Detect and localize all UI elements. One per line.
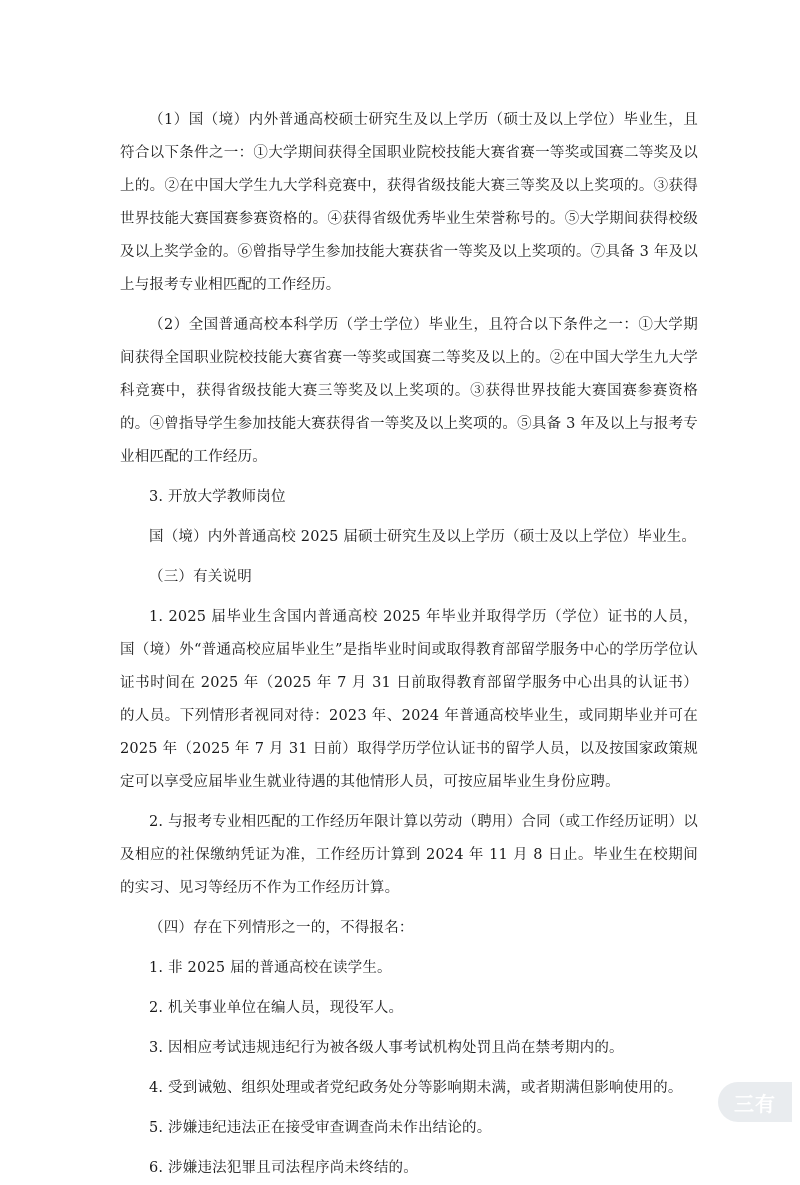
paragraph-exclusion-2: 2. 机关事业单位在编人员，现役军人。 — [149, 1000, 404, 1016]
watermark-text: 三有 — [734, 1091, 776, 1116]
paragraph-note-graduates: 1. 2025 届毕业生含国内普通高校 2025 年毕业并取得学历（学位）证书的人员，国（境）外“普通高校应届毕业生”是指毕业时间或取得教育部留学服务中心的学历学位认证书时间在 2025 年（2025 年 7 月 31 日前取得教育部留学服务中心出具的认证书）的人员。下列情形者视同对待：2023 年、2024 年普通高校毕业生，或同期毕业并可在 2025 年（2025 年 7 月 31 日前）取得学历学位认证书的留学人员，以及按国家政策规定可以享受应届毕业生就业待遇的其他情形人员，可按应届毕业生身份应聘。 — [120, 609, 698, 790]
paragraph-exclusion-5: 5. 涉嫌违纪违法正在接受审查调查尚未作出结论的。 — [149, 1120, 492, 1136]
document-body — [120, 104, 698, 1185]
paragraph-notes-heading: （三）有关说明 — [149, 569, 252, 585]
watermark-badge — [718, 1082, 792, 1122]
paragraph-exclusion-4: 4. 受到诫勉、组织处理或者党纪政务处分等影响期未满，或者期满但影响使用的。 — [149, 1080, 683, 1096]
paragraph-exclusion-3: 3. 因相应考试违规违纪行为被各级人事考试机构处罚且尚在禁考期内的。 — [149, 1040, 624, 1056]
paragraph-exclusion-6: 6. 涉嫌违法犯罪且司法程序尚未终结的。 — [149, 1160, 418, 1176]
paragraph-open-university-heading: 3. 开放大学教师岗位 — [149, 489, 286, 505]
paragraph-exclusion-1: 1. 非 2025 届的普通高校在读学生。 — [149, 960, 392, 976]
paragraph-note-work-experience: 2. 与报考专业相匹配的工作经历年限计算以劳动（聘用）合同（或工作经历证明）以及相应的社保缴纳凭证为准，工作经历计算到 2024 年 11 月 8 日止。毕业生在校期间的实习、见习等经历不作为工作经历计算。 — [120, 814, 698, 896]
paragraph-open-university-requirement: 国（境）内外普通高校 2025 届硕士研究生及以上学历（硕士及以上学位）毕业生。 — [149, 529, 697, 545]
paragraph-master-requirements: （1）国（境）内外普通高校硕士研究生及以上学历（硕士及以上学位）毕业生，且符合以下条件之一：①大学期间获得全国职业院校技能大赛省赛一等奖或国赛二等奖及以上的。②在中国大学生九大学科竞赛中，获得省级技能大赛三等奖及以上奖项的。③获得世界技能大赛国赛参赛资格的。④获得省级优秀毕业生荣誉称号的。⑤大学期间获得校级及以上奖学金的。⑥曾指导学生参加技能大赛获省一等奖及以上奖项的。⑦具备 3 年及以上与报考专业相匹配的工作经历。 — [120, 112, 698, 293]
paragraph-exclusions-heading: （四）存在下列情形之一的，不得报名： — [149, 920, 414, 936]
paragraph-bachelor-requirements: （2）全国普通高校本科学历（学士学位）毕业生，且符合以下条件之一：①大学期间获得全国职业院校技能大赛省赛一等奖或国赛二等奖及以上的。②在中国大学生九大学科竞赛中，获得省级技能大赛三等奖及以上奖项的。③获得世界技能大赛国赛参赛资格的。④曾指导学生参加技能大赛获得省一等奖及以上奖项的。⑤具备 3 年及以上与报考专业相匹配的工作经历。 — [120, 317, 698, 465]
